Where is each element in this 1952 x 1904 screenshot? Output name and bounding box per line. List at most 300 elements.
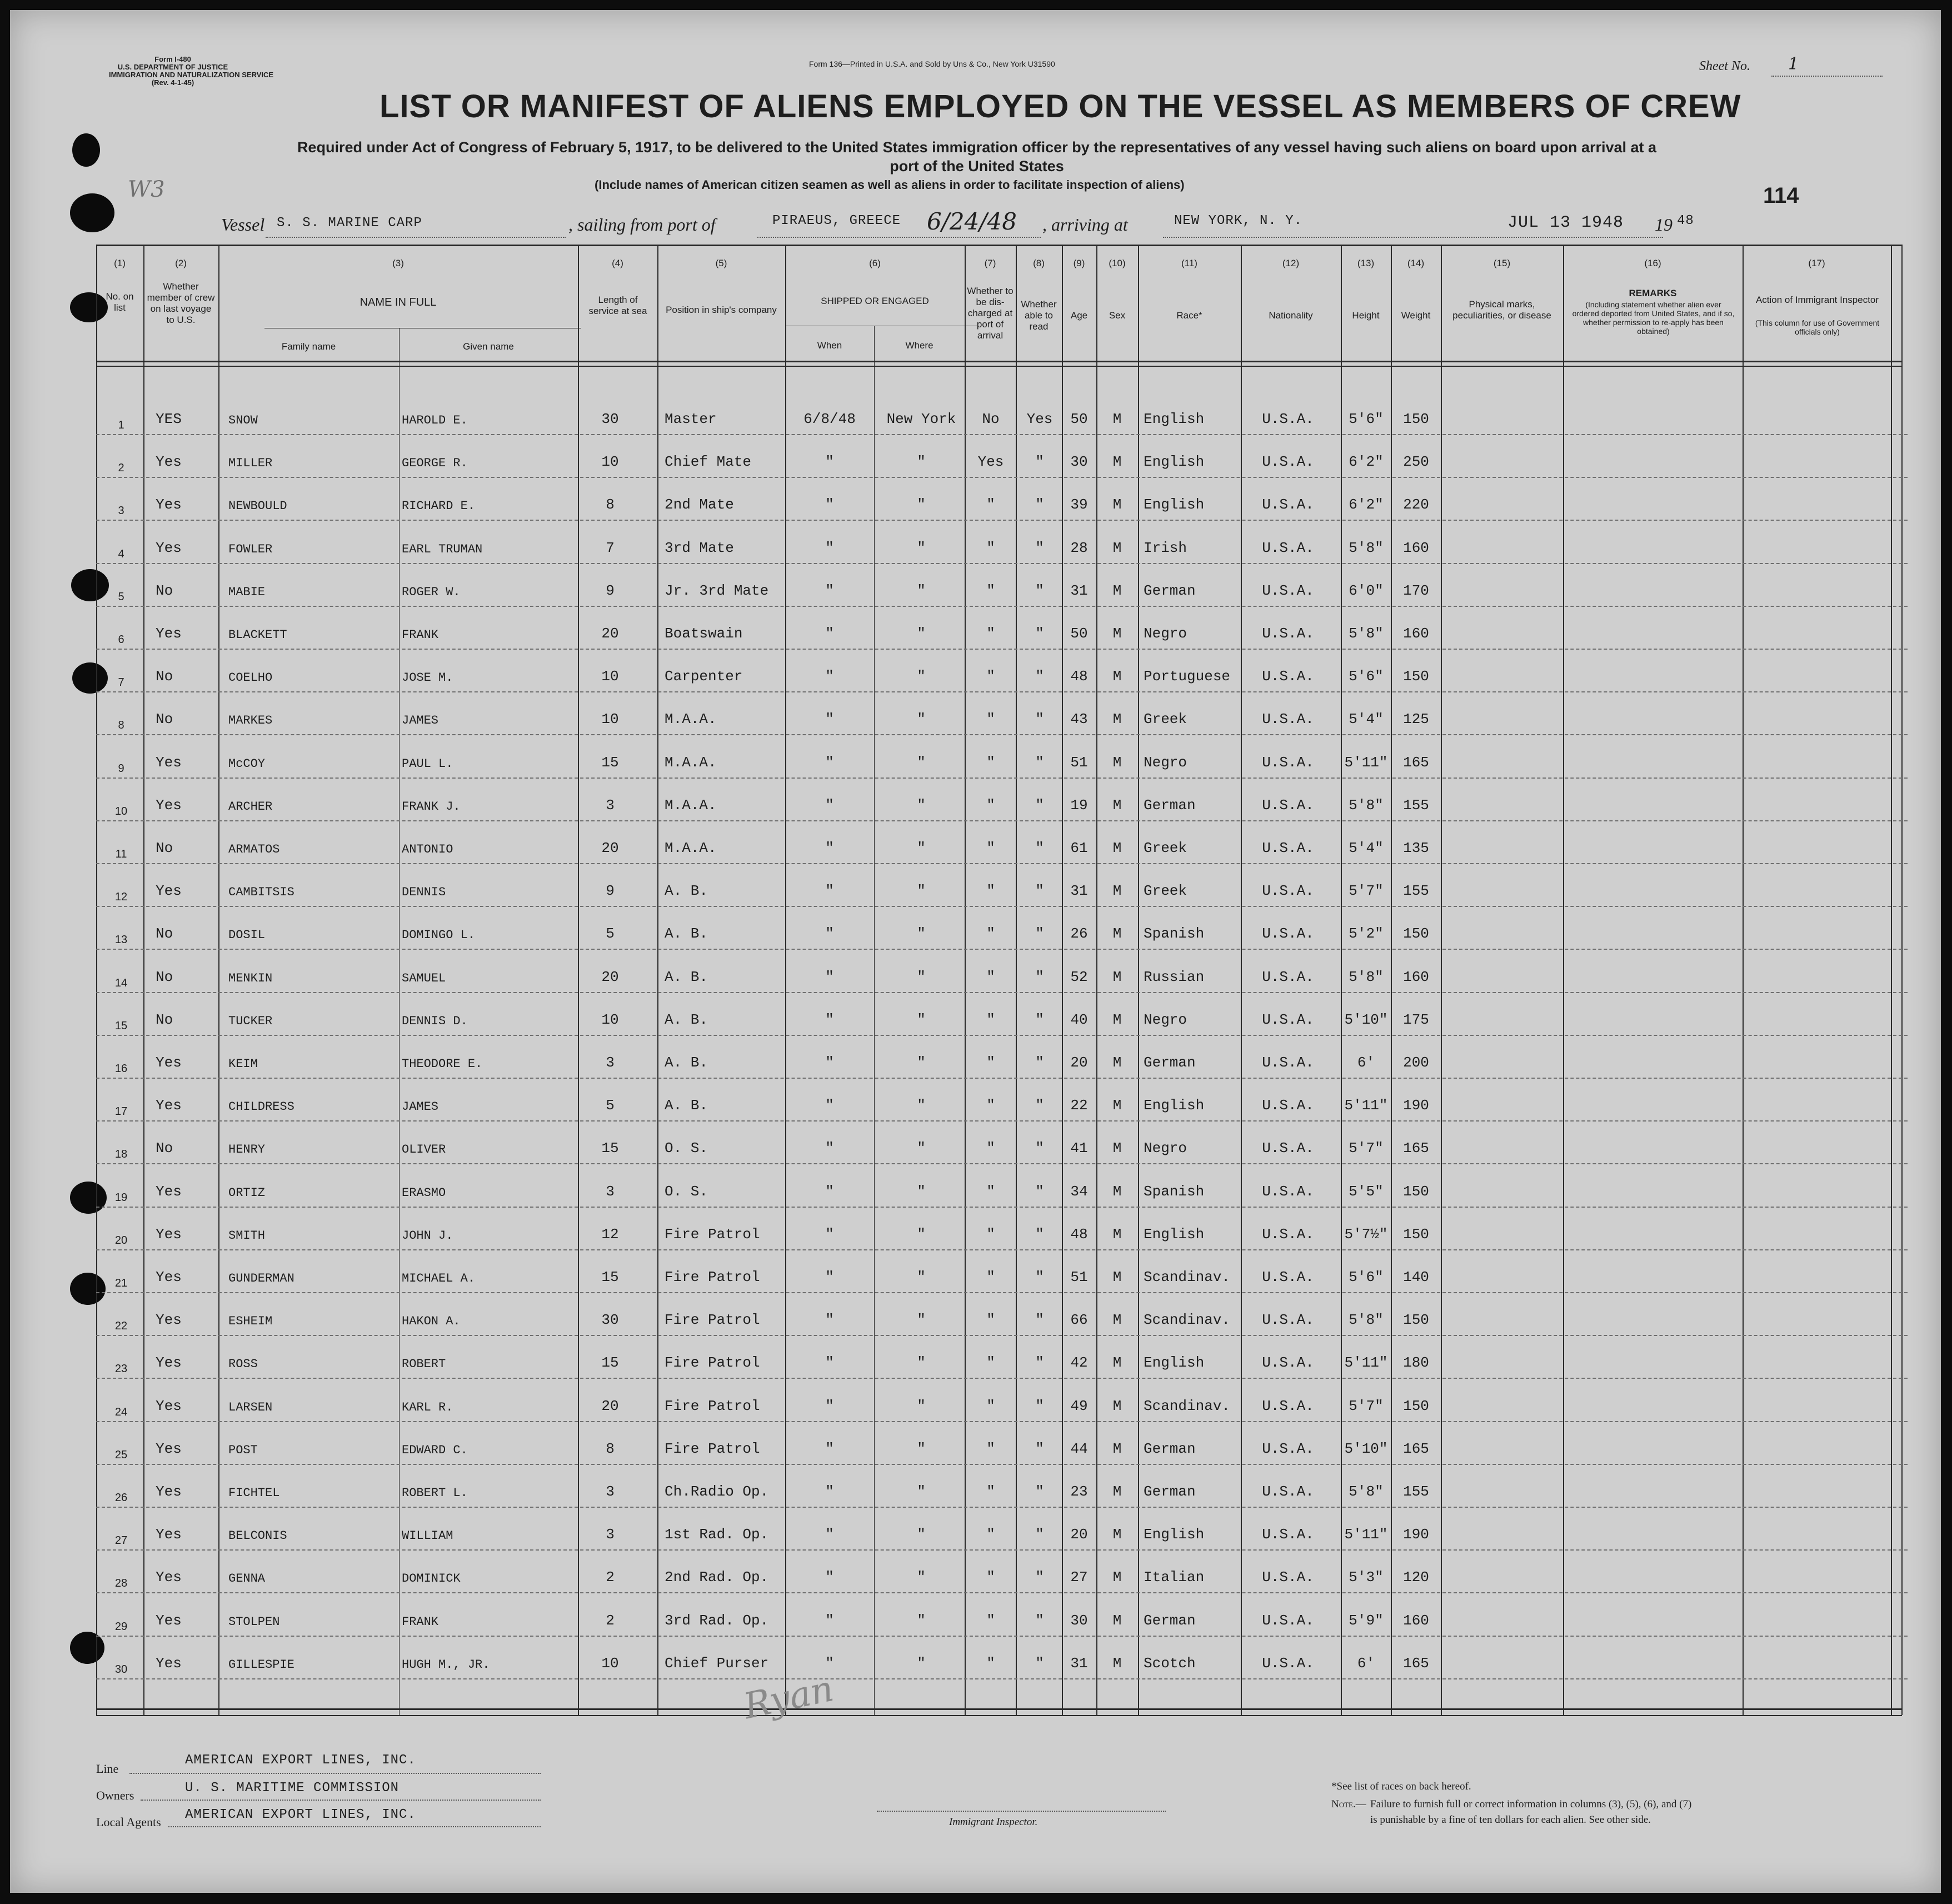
cell-last-voyage: No [156, 1140, 173, 1157]
cell-family-name: MILLER [228, 456, 273, 471]
cell-shipped-where: New York [886, 411, 956, 427]
cell-last-voyage: Yes [156, 1183, 182, 1200]
cell-height: 5'8" [1349, 796, 1384, 814]
cell-discharged: " [986, 883, 995, 900]
cell-race: English [1144, 1097, 1205, 1114]
cell-height: 5'11" [1344, 1354, 1388, 1372]
cell-family-name: ESHEIM [228, 1314, 273, 1329]
cell-height: 5'5" [1349, 1183, 1384, 1200]
table-row [10, 435, 1941, 478]
table-row [10, 993, 1941, 1036]
col-head-race: Race* [1176, 310, 1202, 321]
cell-row-number: 13 [114, 934, 128, 946]
cell-shipped-where: " [917, 711, 926, 728]
cell-age: 50 [1070, 411, 1088, 427]
cell-nationality: U.S.A. [1262, 1054, 1314, 1071]
required-line-2: port of the United States [890, 158, 1064, 175]
cell-shipped-when: " [825, 668, 834, 685]
cell-given-name: DENNIS [402, 885, 446, 900]
cell-race: Spanish [1144, 1183, 1205, 1200]
cell-service-years: 10 [601, 453, 619, 471]
cell-service-years: 20 [601, 625, 619, 642]
cell-able-to-read: " [1035, 1654, 1044, 1672]
cell-nationality: U.S.A. [1262, 453, 1314, 471]
cell-sex: M [1112, 968, 1122, 985]
cell-discharged: " [986, 1183, 995, 1200]
line-value: AMERICAN EXPORT LINES, INC. [185, 1753, 416, 1768]
cell-weight: 155 [1403, 883, 1429, 900]
cell-discharged: " [986, 1140, 995, 1157]
cell-position: Chief Mate [665, 453, 752, 471]
cell-given-name: ROGER W. [402, 585, 461, 599]
form-id-block [109, 55, 274, 87]
cell-last-voyage: No [156, 711, 173, 728]
table-row [10, 392, 1941, 435]
cell-discharged: " [986, 1054, 995, 1071]
cell-age: 40 [1070, 1011, 1088, 1028]
cell-given-name: ROBERT L. [402, 1486, 468, 1500]
cell-service-years: 8 [606, 1440, 615, 1457]
col-head-position: Position in ship's company [666, 305, 777, 315]
col-num-11: (11) [1181, 258, 1197, 268]
cell-discharged: " [986, 1526, 995, 1543]
cell-sex: M [1112, 496, 1122, 514]
cell-able-to-read: " [1035, 582, 1044, 599]
cell-age: 23 [1070, 1483, 1088, 1500]
agents-rule [168, 1826, 541, 1827]
cell-age: 34 [1070, 1183, 1088, 1200]
table-row [10, 1508, 1941, 1551]
cell-given-name: KARL R. [402, 1400, 453, 1414]
owners-value: U. S. MARITIME COMMISSION [185, 1781, 400, 1796]
cell-sex: M [1112, 1483, 1122, 1500]
cell-family-name: ARCHER [228, 799, 273, 814]
cell-family-name: GENNA [228, 1572, 266, 1586]
cell-position: A. B. [665, 968, 708, 985]
cell-weight: 150 [1403, 925, 1429, 943]
cell-weight: 135 [1403, 840, 1429, 856]
cell-last-voyage: Yes [156, 1312, 182, 1329]
cell-age: 27 [1070, 1569, 1088, 1586]
cell-given-name: FRANK [402, 628, 439, 642]
cell-race: English [1144, 411, 1205, 427]
cell-shipped-when: " [825, 539, 834, 556]
cell-last-voyage: Yes [156, 1397, 182, 1414]
cell-weight: 165 [1403, 1140, 1429, 1157]
cell-sex: M [1112, 754, 1122, 771]
cell-height: 5'6" [1349, 411, 1384, 427]
cell-weight: 155 [1403, 796, 1429, 814]
cell-row-number: 3 [118, 505, 124, 517]
cell-last-voyage: No [156, 968, 173, 985]
cell-age: 50 [1070, 625, 1088, 642]
cell-shipped-when: " [825, 1440, 834, 1457]
col-head-service: Length of service at sea [588, 295, 647, 316]
cell-service-years: 20 [601, 840, 619, 856]
cell-position: A. B. [665, 1097, 708, 1114]
cell-height: 5'2" [1349, 925, 1384, 943]
cell-service-years: 3 [606, 796, 615, 814]
cell-row-number: 5 [118, 590, 124, 603]
cell-nationality: U.S.A. [1262, 1011, 1314, 1028]
cell-shipped-when: " [825, 582, 834, 599]
cell-family-name: FOWLER [228, 542, 273, 556]
cell-service-years: 10 [601, 711, 619, 728]
cell-position: Boatswain [665, 625, 743, 642]
cell-shipped-when: " [825, 496, 834, 514]
cell-height: 5'9" [1349, 1612, 1384, 1629]
table-row [10, 607, 1941, 650]
vessel-name: S. S. MARINE CARP [277, 216, 422, 231]
cell-shipped-when: " [825, 625, 834, 642]
table-row [10, 1379, 1941, 1422]
cell-family-name: HENRY [228, 1143, 266, 1157]
cell-sex: M [1112, 1569, 1122, 1586]
cell-weight: 150 [1403, 411, 1429, 427]
cell-weight: 125 [1403, 711, 1429, 728]
page-title: LIST OR MANIFEST OF ALIENS EMPLOYED ON THE VESSEL AS MEMBERS OF CREW [380, 88, 1741, 124]
cell-able-to-read: " [1035, 1054, 1044, 1071]
page-stamp: 114 [1763, 183, 1799, 208]
cell-given-name: WILLIAM [402, 1529, 453, 1543]
table-row [10, 1165, 1941, 1208]
cell-race: Greek [1144, 883, 1187, 900]
cell-weight: 150 [1403, 1183, 1429, 1200]
cell-shipped-where: " [917, 796, 926, 814]
cell-family-name: McCOY [228, 756, 266, 771]
cell-position: M.A.A. [665, 754, 717, 771]
cell-row-number: 16 [114, 1063, 128, 1075]
cell-sex: M [1112, 711, 1122, 728]
cell-height: 6'0" [1349, 582, 1384, 599]
cell-able-to-read: " [1035, 1440, 1044, 1457]
punch-hole [72, 133, 100, 167]
cell-service-years: 3 [606, 1183, 615, 1200]
cell-service-years: 3 [606, 1054, 615, 1071]
header-bottom-rule [96, 361, 1902, 362]
cell-service-years: 7 [606, 539, 615, 556]
cell-sex: M [1112, 1140, 1122, 1157]
cell-age: 30 [1070, 1612, 1088, 1629]
cell-age: 22 [1070, 1097, 1088, 1114]
cell-nationality: U.S.A. [1262, 1183, 1314, 1200]
cell-last-voyage: No [156, 582, 173, 599]
cell-shipped-where: " [917, 1440, 926, 1457]
cell-row-number: 28 [114, 1577, 128, 1590]
cell-nationality: U.S.A. [1262, 968, 1314, 985]
cell-position: Fire Patrol [665, 1225, 760, 1243]
cell-last-voyage: No [156, 1011, 173, 1028]
cell-discharged: " [986, 1097, 995, 1114]
cell-shipped-where: " [917, 1140, 926, 1157]
cell-shipped-when: " [825, 796, 834, 814]
cell-last-voyage: Yes [156, 1354, 182, 1372]
arriving-label: , arriving at [1042, 215, 1128, 235]
col-head-where: Where [905, 340, 933, 351]
col-head-last-voyage: Whether member of crew on last voyage to U.S. [147, 281, 215, 325]
cell-row-number: 27 [114, 1534, 128, 1547]
cell-race: Negro [1144, 625, 1187, 642]
cell-sex: M [1112, 1354, 1122, 1372]
cell-given-name: HUGH M., JR. [402, 1657, 490, 1672]
form-id: Form I-480 [154, 55, 191, 63]
cell-weight: 220 [1403, 496, 1429, 514]
cell-service-years: 12 [601, 1225, 619, 1243]
cell-nationality: U.S.A. [1262, 796, 1314, 814]
cell-service-years: 8 [606, 496, 615, 514]
cell-shipped-where: " [917, 883, 926, 900]
cell-weight: 165 [1403, 1440, 1429, 1457]
cell-discharged: " [986, 1569, 995, 1586]
service: IMMIGRATION AND NATURALIZATION SERVICE [109, 71, 274, 79]
cell-discharged: " [986, 1269, 995, 1285]
cell-shipped-when: " [825, 711, 834, 728]
cell-height: 5'8" [1349, 968, 1384, 985]
cell-given-name: ERASMO [402, 1185, 446, 1200]
cell-family-name: GILLESPIE [228, 1657, 294, 1672]
table-row [10, 1079, 1941, 1122]
cell-row-number: 26 [114, 1492, 128, 1504]
cell-service-years: 30 [601, 1312, 619, 1329]
table-row [10, 1208, 1941, 1250]
cell-able-to-read: " [1035, 968, 1044, 985]
cell-given-name: PAUL L. [402, 756, 453, 771]
cell-sex: M [1112, 582, 1122, 599]
col-head-remarks: REMARKS [1629, 288, 1677, 298]
cell-age: 28 [1070, 539, 1088, 556]
cell-sex: M [1112, 883, 1122, 900]
cell-race: Scotch [1144, 1654, 1196, 1672]
cell-sex: M [1112, 668, 1122, 685]
cell-age: 19 [1070, 796, 1088, 814]
cell-position: Jr. 3rd Mate [665, 582, 769, 599]
cell-shipped-when: " [825, 1612, 834, 1629]
note-line-1: Failure to furnish full or correct information in columns (3), (5), (6), and (7) [1370, 1798, 1692, 1810]
col-num-4: (4) [612, 258, 623, 268]
cell-discharged: " [986, 796, 995, 814]
col-num-8: (8) [1033, 258, 1045, 268]
cell-last-voyage: Yes [156, 453, 182, 471]
cell-able-to-read: " [1035, 1397, 1044, 1414]
cell-nationality: U.S.A. [1262, 1097, 1314, 1114]
vessel-rule [266, 237, 566, 238]
cell-last-voyage: Yes [156, 754, 182, 771]
cell-discharged: No [982, 411, 1000, 427]
cell-race: Negro [1144, 1011, 1187, 1028]
cell-age: 49 [1070, 1397, 1088, 1414]
cell-shipped-where: " [917, 1397, 926, 1414]
col-head-discharged: Whether to be dis-charged at port of arrival [967, 286, 1014, 341]
cell-last-voyage: Yes [156, 539, 182, 556]
cell-race: Negro [1144, 754, 1187, 771]
cell-service-years: 10 [601, 1654, 619, 1672]
cell-service-years: 5 [606, 925, 615, 943]
cell-row-number: 29 [114, 1620, 128, 1633]
cell-row-number: 7 [118, 676, 124, 689]
cell-height: 5'6" [1349, 1269, 1384, 1285]
cell-position: Chief Purser [665, 1654, 769, 1672]
cell-nationality: U.S.A. [1262, 925, 1314, 943]
cell-able-to-read: " [1035, 711, 1044, 728]
cell-row-number: 24 [114, 1405, 128, 1418]
cell-family-name: LARSEN [228, 1400, 273, 1414]
cell-able-to-read: " [1035, 1183, 1044, 1200]
cell-nationality: U.S.A. [1262, 1612, 1314, 1629]
cell-discharged: " [986, 754, 995, 771]
line-rule [129, 1773, 541, 1774]
cell-sex: M [1112, 1654, 1122, 1672]
cell-row-number: 19 [114, 1191, 128, 1204]
cell-age: 20 [1070, 1054, 1088, 1071]
cell-service-years: 20 [601, 968, 619, 985]
cell-height: 5'8" [1349, 625, 1384, 642]
cell-weight: 165 [1403, 1654, 1429, 1672]
col-head-when: When [817, 340, 842, 351]
cell-last-voyage: YES [156, 411, 182, 427]
table-row [10, 907, 1941, 950]
cell-row-number: 25 [114, 1448, 128, 1461]
note-label: Note.— [1331, 1798, 1366, 1810]
cell-given-name: RICHARD E. [402, 499, 476, 514]
cell-row-number: 4 [118, 547, 124, 560]
cell-row-number: 8 [118, 719, 124, 732]
cell-race: Greek [1144, 840, 1187, 856]
cell-family-name: CHILDRESS [228, 1100, 294, 1114]
cell-age: 31 [1070, 1654, 1088, 1672]
cell-able-to-read: " [1035, 1140, 1044, 1157]
cell-service-years: 15 [601, 1269, 619, 1285]
cell-shipped-when: " [825, 1097, 834, 1114]
col-num-14: (14) [1407, 258, 1425, 268]
cell-age: 61 [1070, 840, 1088, 856]
cell-weight: 140 [1403, 1269, 1429, 1285]
cell-weight: 160 [1403, 539, 1429, 556]
cell-service-years: 2 [606, 1569, 615, 1586]
cell-weight: 155 [1403, 1483, 1429, 1500]
table-row [10, 950, 1941, 993]
col-num-16: (16) [1644, 258, 1661, 268]
cell-age: 31 [1070, 883, 1088, 900]
cell-nationality: U.S.A. [1262, 582, 1314, 599]
col-head-age: Age [1070, 310, 1088, 321]
cell-sex: M [1112, 1054, 1122, 1071]
cell-sex: M [1112, 539, 1122, 556]
cell-row-number: 11 [115, 848, 127, 860]
cell-race: English [1144, 496, 1205, 514]
cell-position: Fire Patrol [665, 1312, 760, 1329]
cell-position: A. B. [665, 925, 708, 943]
cell-position: 3rd Mate [665, 539, 734, 556]
cell-shipped-when: " [825, 1140, 834, 1157]
cell-family-name: NEWBOULD [228, 499, 287, 514]
cell-last-voyage: Yes [156, 1569, 182, 1586]
cell-shipped-where: " [917, 1569, 926, 1586]
cell-shipped-where: " [917, 582, 926, 599]
cell-discharged: " [986, 625, 995, 642]
cell-age: 51 [1070, 754, 1088, 771]
cell-position: Fire Patrol [665, 1354, 760, 1372]
cell-shipped-where: " [917, 925, 926, 943]
cell-shipped-when: " [825, 754, 834, 771]
cell-position: M.A.A. [665, 711, 717, 728]
cell-discharged: " [986, 539, 995, 556]
cell-row-number: 22 [114, 1320, 128, 1333]
cell-position: Fire Patrol [665, 1269, 760, 1285]
cell-shipped-when: " [825, 840, 834, 856]
cell-race: Scandinav. [1144, 1397, 1231, 1414]
cell-shipped-where: " [917, 1483, 926, 1500]
cell-shipped-when: " [825, 883, 834, 900]
cell-height: 6'2" [1349, 453, 1384, 471]
cell-height: 5'8" [1349, 539, 1384, 556]
cell-race: Italian [1144, 1569, 1205, 1586]
cell-row-number: 10 [114, 805, 128, 818]
cell-height: 5'10" [1344, 1440, 1388, 1457]
cell-discharged: " [986, 1225, 995, 1243]
table-row [10, 1551, 1941, 1593]
cell-last-voyage: Yes [156, 1054, 182, 1071]
cell-last-voyage: Yes [156, 625, 182, 642]
cell-age: 26 [1070, 925, 1088, 943]
cell-sex: M [1112, 1397, 1122, 1414]
cell-family-name: KEIM [228, 1057, 258, 1071]
cell-last-voyage: Yes [156, 1654, 182, 1672]
races-note: *See list of races on back hereof. [1331, 1781, 1471, 1792]
cell-shipped-where: " [917, 1011, 926, 1028]
table-row [10, 478, 1941, 521]
line-label: Line [96, 1762, 119, 1776]
table-row [10, 650, 1941, 692]
cell-able-to-read: " [1035, 453, 1044, 471]
cell-discharged: " [986, 711, 995, 728]
departure-port: PIRAEUS, GREECE [772, 213, 901, 228]
cell-last-voyage: Yes [156, 1097, 182, 1114]
cell-discharged: " [986, 668, 995, 685]
cell-family-name: DOSIL [228, 928, 266, 943]
cell-row-number: 14 [114, 976, 128, 989]
cell-nationality: U.S.A. [1262, 411, 1314, 427]
cell-given-name: HAROLD E. [402, 413, 468, 427]
col-num-15: (15) [1493, 258, 1511, 268]
cell-last-voyage: Yes [156, 1483, 182, 1500]
cell-shipped-where: " [917, 754, 926, 771]
cell-age: 52 [1070, 968, 1088, 985]
cell-height: 5'7" [1349, 1397, 1384, 1414]
cell-service-years: 3 [606, 1526, 615, 1543]
cell-height: 5'8" [1349, 1312, 1384, 1329]
col-head-inspector-note: (This column for use of Government officials only) [1755, 318, 1880, 336]
cell-weight: 200 [1403, 1054, 1429, 1071]
sheet-no-rule [1771, 76, 1883, 77]
cell-family-name: STOLPEN [228, 1614, 280, 1629]
cell-able-to-read: " [1035, 1097, 1044, 1114]
arrival-date-stamp: JUL 13 1948 [1507, 213, 1624, 232]
cell-given-name: DOMINICK [402, 1572, 461, 1586]
table-bottom-rule-2 [96, 1715, 1902, 1716]
cell-weight: 160 [1403, 625, 1429, 642]
cell-position: 1st Rad. Op. [665, 1526, 769, 1543]
cell-height: 5'6" [1349, 668, 1384, 685]
cell-able-to-read: Yes [1026, 411, 1053, 427]
cell-shipped-where: " [917, 1312, 926, 1329]
cell-sex: M [1112, 840, 1122, 856]
year-label: 19 [1655, 215, 1673, 235]
cell-able-to-read: " [1035, 1011, 1044, 1028]
cell-row-number: 12 [114, 891, 128, 904]
table-row [10, 1422, 1941, 1465]
cell-discharged: " [986, 582, 995, 599]
cell-last-voyage: Yes [156, 1269, 182, 1285]
